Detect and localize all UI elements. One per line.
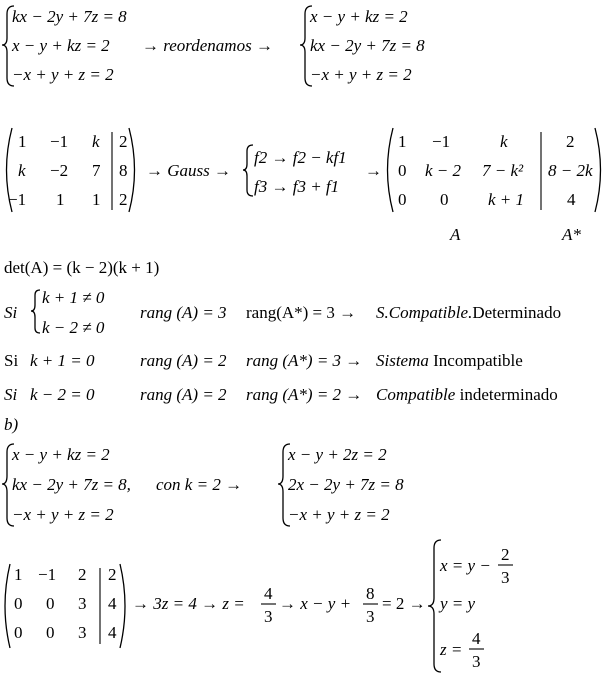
matrix-cell: 0 — [440, 190, 449, 209]
condition: k − 2 = 0 — [30, 385, 95, 404]
matrix-cell: 2 — [566, 132, 575, 151]
solution-z: z = — [440, 640, 463, 659]
rank-A: rang (A) = 3 — [140, 303, 227, 322]
equation: 2x − 2y + 7z = 8 — [288, 475, 404, 494]
rank-A: rang (A) = 2 — [140, 351, 227, 370]
matrix-cell: 0 — [398, 161, 407, 180]
row-operation: f2 → f2 − kf1 — [254, 148, 347, 167]
matrix-cell: 7 — [92, 161, 101, 180]
matrix-cell: 4 — [108, 594, 117, 613]
rank-A: rang (A) = 2 — [140, 385, 227, 404]
left-paren — [5, 564, 10, 648]
matrix-cell: 3 — [78, 623, 87, 642]
matrix-cell: k + 1 — [488, 190, 525, 209]
right-paren — [120, 564, 125, 648]
label-A-star: A* — [562, 225, 581, 244]
solution-step: = 2 → — [382, 594, 426, 613]
part-b-label: b) — [4, 415, 19, 434]
equation: x − y + kz = 2 — [12, 36, 110, 55]
matrix-cell: 0 — [46, 623, 55, 642]
matrix-cell: −1 — [50, 132, 69, 151]
right-paren — [129, 128, 135, 212]
fraction-numerator: 8 — [366, 584, 375, 603]
row-operation: f3 → f3 + f1 — [254, 177, 340, 196]
equation: −x + y + z = 2 — [310, 65, 412, 84]
si-label: Si — [4, 385, 18, 404]
matrix-cell: 4 — [567, 190, 576, 209]
equation: x − y + kz = 2 — [12, 445, 110, 464]
matrix-cell: 8 − 2k — [548, 161, 593, 180]
matrix-cell: −1 — [8, 190, 27, 209]
equation: kx − 2y + 7z = 8 — [310, 36, 425, 55]
reordenamos-label: → reordenamos → — [142, 36, 273, 55]
equation: −x + y + z = 2 — [288, 505, 390, 524]
label-A: A — [450, 225, 461, 244]
si-label: Si — [4, 303, 18, 322]
matrix-cell: −2 — [50, 161, 69, 180]
matrix-cell: 1 — [92, 190, 101, 209]
matrix-cell: 0 — [398, 190, 407, 209]
equation: kx − 2y + 7z = 8 — [12, 7, 127, 26]
matrix-cell: 2 — [78, 565, 87, 584]
result-type: S.Compatible.Determinado — [376, 303, 562, 322]
solution-x: x = y − — [440, 556, 491, 575]
determinant: det(A) = (k − 2)(k + 1) — [4, 258, 160, 277]
fraction-numerator: 2 — [501, 545, 510, 564]
fraction-denominator: 3 — [501, 568, 510, 587]
arrow: → — [365, 161, 382, 180]
equation: kx − 2y + 7z = 8, — [12, 475, 131, 494]
gauss-label: → Gauss → — [146, 161, 232, 180]
condition: k + 1 ≠ 0 — [42, 288, 105, 307]
rank-A-star: rang (A*) = 3 → — [246, 351, 363, 370]
rank-A-star: rang (A*) = 2 → — [246, 385, 363, 404]
matrix-cell: 1 — [14, 565, 23, 584]
si-label: Si — [4, 351, 19, 370]
matrix-cell: 0 — [46, 594, 55, 613]
matrix-cell: 0 — [14, 594, 23, 613]
fraction-numerator: 4 — [264, 584, 273, 603]
right-paren — [595, 128, 601, 212]
matrix-cell: 2 — [119, 190, 128, 209]
matrix-cell: k — [92, 132, 100, 151]
matrix-cell: −1 — [38, 565, 57, 584]
rank-A-star: rang(A*) = 3 → — [246, 303, 357, 322]
solution-step: → 3z = 4 → z = — [132, 594, 245, 613]
matrix-cell: 3 — [78, 594, 87, 613]
matrix-cell: 4 — [108, 623, 117, 642]
matrix-cell: 8 — [119, 161, 128, 180]
matrix-cell: 2 — [108, 565, 117, 584]
condition: k − 2 ≠ 0 — [42, 318, 105, 337]
left-paren — [388, 128, 394, 212]
fraction-numerator: 4 — [472, 629, 481, 648]
k-value-label: con k = 2 → — [156, 475, 243, 494]
matrix-cell: k — [18, 161, 26, 180]
matrix-cell: 1 — [398, 132, 407, 151]
equation: x − y + 2z = 2 — [288, 445, 387, 464]
matrix-cell: k — [500, 132, 508, 151]
matrix-cell: 2 — [119, 132, 128, 151]
matrix-cell: −1 — [432, 132, 451, 151]
left-brace — [31, 290, 40, 333]
solution-y: y = y — [440, 594, 476, 613]
matrix-cell: 7 − k² — [482, 161, 524, 180]
solution-step: → x − y + — [279, 594, 352, 613]
equation: −x + y + z = 2 — [12, 65, 114, 84]
equation: x − y + kz = 2 — [310, 7, 408, 26]
result-type: Sistema Incompatible — [376, 351, 523, 370]
result-type: Compatible indeterminado — [376, 385, 558, 404]
matrix-cell: k − 2 — [425, 161, 462, 180]
fraction-denominator: 3 — [366, 607, 375, 626]
fraction-denominator: 3 — [472, 652, 481, 671]
left-brace — [243, 145, 253, 196]
matrix-cell: 0 — [14, 623, 23, 642]
matrix-cell: 1 — [56, 190, 65, 209]
fraction-denominator: 3 — [264, 607, 273, 626]
equation: −x + y + z = 2 — [12, 505, 114, 524]
matrix-cell: 1 — [18, 132, 27, 151]
condition: k + 1 = 0 — [30, 351, 95, 370]
